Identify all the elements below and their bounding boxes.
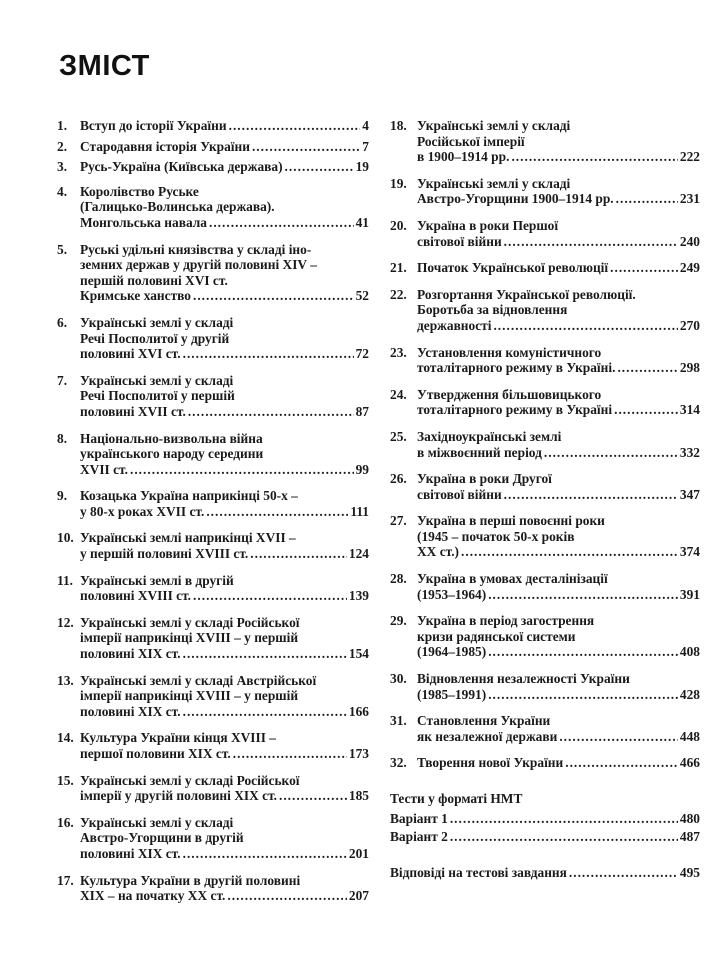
toc-entry-line: земних держав у другій половині XIV – (80, 257, 317, 273)
toc-entry-number: 30. (390, 671, 407, 687)
toc-entry-title (80, 615, 369, 662)
dot-leader (229, 118, 361, 134)
toc-entry[interactable] (57, 373, 369, 420)
toc-entry-title (80, 242, 369, 304)
toc-entry-line-text: імперії у другій половині XIX ст. (80, 788, 277, 804)
toc-entry[interactable] (390, 287, 700, 334)
toc-entry-page: 185 (348, 788, 369, 804)
toc-entry-line: кризи радянської системи (417, 628, 576, 644)
toc-entry-title (80, 773, 369, 804)
toc-entry-line (417, 360, 700, 376)
dot-leader (227, 888, 347, 904)
toc-entry-line: Українські землі у складі (80, 314, 234, 330)
dot-leader (450, 811, 678, 827)
toc-entry-number: 6. (57, 314, 68, 330)
toc-entry[interactable] (390, 513, 700, 560)
dot-leader (209, 215, 354, 231)
dot-leader (188, 404, 354, 420)
test-variant-label: Варіант 2 (390, 829, 448, 845)
dot-leader (233, 746, 347, 762)
toc-entry-line (80, 462, 369, 478)
dot-leader (488, 687, 678, 703)
toc-entry-title (80, 184, 369, 231)
toc-entry-page: 448 (679, 728, 700, 744)
dot-leader (614, 402, 678, 418)
toc-entry[interactable] (57, 431, 369, 478)
toc-entry-title (80, 815, 369, 862)
toc-entry[interactable] (57, 184, 369, 231)
toc-entry-number: 13. (57, 672, 74, 688)
toc-entry-page: 466 (679, 755, 700, 771)
toc-entry-line (80, 588, 369, 604)
toc-entry-line: Руські удільні князівства у складі іно- (80, 241, 312, 257)
toc-entry[interactable] (57, 159, 369, 175)
toc-entry-line: Козацька Україна наприкінці 50-х – (80, 488, 298, 504)
toc-entry[interactable] (390, 387, 700, 418)
toc-entry-number: 15. (57, 772, 74, 788)
test-variant-page: 487 (679, 829, 700, 845)
toc-entry[interactable] (57, 139, 369, 155)
toc-entry[interactable] (390, 176, 700, 207)
toc-entry-page: 87 (355, 403, 369, 419)
toc-entry-line-text: (1964–1985) (417, 644, 487, 660)
toc-entry-number: 27. (390, 513, 407, 529)
toc-entry-line: Культура України кінця XVIII – (80, 730, 276, 746)
test-variant-label: Варіант 1 (390, 810, 448, 826)
toc-entry-title (80, 530, 369, 561)
dot-leader (610, 260, 678, 276)
toc-entry-number: 11. (57, 572, 73, 588)
answers-entry[interactable] (390, 865, 700, 881)
toc-entry-line (80, 215, 369, 231)
toc-entry-page: 240 (679, 233, 700, 249)
toc-entry-page: 231 (679, 191, 700, 207)
toc-entry-line (80, 504, 369, 520)
toc-entry-number: 23. (390, 344, 407, 360)
toc-entry-line-text: Австро-Угорщини 1900–1914 рр. (417, 191, 614, 207)
toc-entry-line: Російської імперії (417, 133, 525, 149)
toc-entry-page: 52 (355, 288, 369, 304)
toc-entry-title (80, 573, 369, 604)
toc-entry-page: 201 (348, 845, 369, 861)
toc-entry-number: 8. (57, 430, 68, 446)
toc-entry-page: 347 (679, 486, 700, 502)
toc-entry-line: Українські землі в другій (80, 572, 234, 588)
toc-entry-line-text: (1953–1964) (417, 586, 487, 602)
toc-entry-line: імперії наприкінці XVIII – у першій (80, 630, 299, 646)
toc-entry-title (80, 730, 369, 761)
dot-leader (488, 644, 678, 660)
toc-entry-line-text: Стародавня історія України (80, 138, 250, 154)
toc-entry-line: Установлення комуністичного (417, 344, 602, 360)
toc-entry-page: 222 (679, 149, 700, 165)
toc-entry-line: Становлення України (417, 713, 551, 729)
toc-entry-line (417, 544, 700, 560)
toc-entry-line (417, 260, 700, 276)
toc-entry-line: Австро-Угорщини в другій (80, 830, 244, 846)
toc-entry-line (80, 159, 369, 175)
toc-entry-title (80, 118, 369, 134)
toc-entry-number: 7. (57, 372, 68, 388)
toc-entry-line: Утвердження більшовицького (417, 386, 602, 402)
toc-entry[interactable] (57, 118, 369, 134)
dot-leader (461, 544, 678, 560)
toc-entry-page: 207 (348, 888, 369, 904)
toc-entry-line-text: половині XIX ст. (80, 845, 181, 861)
toc-entry-line-text: світової війни (417, 233, 502, 249)
toc-entry-line-text: Вступ до історії України (80, 118, 227, 133)
toc-entry-line: Українські землі у складі (80, 814, 234, 830)
toc-entry-line-text: в міжвоєнний період (417, 444, 542, 460)
toc-entry-line-text: тоталітарного режиму в Україні (417, 402, 613, 418)
dot-leader (130, 462, 354, 478)
toc-entry-page: 391 (679, 586, 700, 602)
toc-entry-line (417, 149, 700, 165)
toc-entry-page: 4 (362, 118, 369, 133)
toc-entry[interactable] (390, 345, 700, 376)
toc-entry-page: 374 (679, 544, 700, 560)
dot-leader (504, 234, 678, 250)
toc-entry-line (417, 234, 700, 250)
toc-entry[interactable] (57, 873, 369, 904)
toc-entry[interactable] (390, 260, 700, 276)
toc-entry-number: 28. (390, 571, 407, 587)
toc-entry[interactable] (57, 730, 369, 761)
toc-entry-line (80, 118, 369, 134)
toc-entry-line-text: половині XIX ст. (80, 646, 181, 662)
dot-leader (193, 288, 354, 304)
toc-entry-page: 428 (679, 686, 700, 702)
toc-entry-line: Українські землі у складі (80, 372, 234, 388)
toc-entry-number: 19. (390, 175, 407, 191)
toc-entry-line: (Галицько-Волинська держава). (80, 199, 275, 215)
dot-leader (488, 587, 678, 603)
test-variant-page: 480 (679, 810, 700, 826)
toc-entry-line-text: половині XVII ст. (80, 403, 186, 419)
toc-entry-title (80, 873, 369, 904)
toc-entry-line: Українські землі у складі Російської (80, 614, 300, 630)
toc-entry[interactable] (57, 815, 369, 862)
toc-entry[interactable] (390, 671, 700, 702)
toc-entry-title (417, 713, 700, 744)
toc-entry-line: Українські землі у складі Російської (80, 772, 300, 788)
toc-entry-line-text: XVII ст. (80, 461, 128, 477)
dot-leader (493, 318, 677, 334)
toc-entry-line: Розгортання Української революції. (417, 286, 636, 302)
toc-entry-line-text: тоталітарного режиму в Україні. (417, 360, 616, 376)
toc-entry-line: Західноукраїнські землі (417, 428, 562, 444)
toc-entry-line-text: половині XVI ст. (80, 346, 181, 362)
toc-entry-line: Речі Посполитої у першій (80, 388, 235, 404)
toc-entry-title (417, 118, 700, 165)
toc-entry[interactable] (390, 118, 700, 165)
toc-entry[interactable] (390, 471, 700, 502)
dot-leader (183, 646, 347, 662)
toc-entry[interactable] (57, 615, 369, 662)
toc-entry-line (80, 646, 369, 662)
toc-entry-line: Українські землі у складі (417, 175, 571, 191)
toc-entry-line (80, 888, 369, 904)
toc-entry-line-text: Початок Української революції (417, 260, 609, 276)
toc-entry-page: 41 (355, 214, 369, 230)
answers-line (390, 865, 700, 881)
toc-entry-line: Національно-визвольна війна (80, 430, 263, 446)
toc-entry[interactable] (390, 713, 700, 744)
test-variant-line (390, 829, 700, 845)
toc-entry[interactable] (57, 573, 369, 604)
toc-entry[interactable] (57, 242, 369, 304)
toc-entry-line (417, 729, 700, 745)
test-variant-entry[interactable] (390, 811, 700, 827)
toc-entry-line-text: Творення нової України (417, 755, 564, 771)
dot-leader (183, 346, 354, 362)
dot-leader (511, 149, 677, 165)
toc-entry-title (417, 571, 700, 602)
test-variant-entry[interactable] (390, 829, 700, 845)
toc-entry-number: 1. (57, 118, 68, 133)
dot-leader (250, 546, 347, 562)
toc-entry-title (417, 387, 700, 418)
dot-leader (504, 487, 678, 503)
toc-entry-number: 21. (390, 260, 407, 276)
toc-entry-number: 14. (57, 730, 74, 746)
dot-leader (559, 729, 678, 745)
toc-entry-line: Україна в перші повоєнні роки (417, 513, 605, 529)
toc-entry-line-text: Русь-Україна (Київська держава) (80, 159, 283, 175)
toc-entry-line: Українські землі у складі Австрійської (80, 672, 317, 688)
toc-entry-line (80, 288, 369, 304)
toc-entry-title (80, 373, 369, 420)
dot-leader (544, 445, 678, 461)
toc-entry-number: 24. (390, 386, 407, 402)
toc-entry[interactable] (57, 773, 369, 804)
toc-entry-number: 9. (57, 488, 68, 504)
toc-entry-page: 124 (348, 546, 369, 562)
toc-entry-line (417, 687, 700, 703)
toc-entry-number: 4. (57, 183, 68, 199)
toc-entry-page: 19 (355, 159, 369, 175)
toc-entry-page: 139 (348, 588, 369, 604)
toc-entry[interactable] (390, 571, 700, 602)
toc-entry-line: Україна в умовах десталінізації (417, 571, 608, 587)
toc-entry-line-text: Монгольська навала (80, 214, 207, 230)
toc-entry-line-text: XX ст.) (417, 544, 460, 560)
toc-entry[interactable] (390, 755, 700, 771)
toc-entry-line-text: XIX – на початку XX ст. (80, 888, 226, 904)
toc-entry-page: 249 (679, 260, 700, 276)
toc-entry-line (80, 746, 369, 762)
toc-entry-title (80, 315, 369, 362)
toc-entry[interactable] (390, 613, 700, 660)
toc-entry-page: 7 (362, 138, 369, 154)
dot-leader (206, 504, 348, 520)
toc-entry-line-text: світової війни (417, 486, 502, 502)
toc-entry-number: 12. (57, 614, 74, 630)
dot-leader (183, 846, 347, 862)
toc-entry-line (80, 846, 369, 862)
toc-entry-number: 18. (390, 118, 407, 133)
toc-entry-line-text: (1985–1991) (417, 686, 487, 702)
page-title: ЗМІСТ (59, 50, 150, 82)
test-variant-line (390, 811, 700, 827)
toc-entry-line-text: державності (417, 317, 492, 333)
dot-leader (569, 865, 678, 881)
dot-leader (193, 588, 347, 604)
toc-entry-line: першій половині XVI ст. (80, 272, 228, 288)
toc-entry-number: 3. (57, 159, 68, 175)
toc-entry-title (417, 260, 700, 276)
toc-entry-line (417, 191, 700, 207)
toc-entry-line (417, 318, 700, 334)
toc-entry-number: 26. (390, 471, 407, 487)
toc-entry[interactable] (57, 530, 369, 561)
toc-entry-line: Україна в роки Першої (417, 217, 559, 233)
toc-entry-line: Україна в період загострення (417, 613, 595, 629)
toc-entry-title (417, 471, 700, 502)
toc-entry-line (80, 704, 369, 720)
toc-entry-number: 25. (390, 428, 407, 444)
toc-entry[interactable] (390, 429, 700, 460)
toc-entry[interactable] (57, 673, 369, 720)
toc-entry-line-text: у першій половині XVIII ст. (80, 546, 249, 562)
toc-entry-page: 332 (679, 444, 700, 460)
toc-entry-page: 72 (355, 346, 369, 362)
toc-entry-number: 31. (390, 713, 407, 729)
answers-page: 495 (679, 864, 700, 880)
dot-leader (279, 788, 347, 804)
toc-entry-line: Відновлення незалежності України (417, 671, 630, 687)
toc-entry-title (417, 671, 700, 702)
dot-leader (252, 139, 360, 155)
toc-entry-title (417, 755, 700, 771)
toc-entry-line (417, 402, 700, 418)
dot-leader (183, 704, 347, 720)
toc-entry-line (80, 346, 369, 362)
toc-entry-page: 166 (348, 703, 369, 719)
toc-entry-line: Українські землі наприкінці XVII – (80, 530, 296, 546)
toc-entry-line-text: як незалежної держави (417, 728, 558, 744)
toc-entry-line (417, 587, 700, 603)
dot-leader (565, 755, 678, 771)
toc-entry-title (80, 673, 369, 720)
toc-entry-line (417, 755, 700, 771)
toc-entry-line (417, 487, 700, 503)
toc-entry-page: 408 (679, 644, 700, 660)
toc-left-column (57, 118, 369, 914)
toc-entry-line: Україна в роки Другої (417, 471, 552, 487)
toc-entry[interactable] (57, 315, 369, 362)
toc-entry-line (417, 445, 700, 461)
toc-entry[interactable] (57, 488, 369, 519)
toc-entry-title (80, 431, 369, 478)
toc-entry-line-text: половині XVIII ст. (80, 588, 192, 604)
toc-entry-line-text: у 80-х роках XVII ст. (80, 503, 205, 519)
toc-entry-line: Боротьба за відновлення (417, 302, 568, 318)
toc-entry-page: 111 (350, 503, 369, 519)
toc-entry-line-text: половині XIX ст. (80, 703, 181, 719)
toc-entry-line: Українські землі у складі (417, 118, 571, 133)
toc-entry-title (417, 429, 700, 460)
toc-entry-title (417, 613, 700, 660)
toc-entry-title (417, 176, 700, 207)
dot-leader (285, 159, 354, 175)
dot-leader (616, 191, 678, 207)
toc-entry-page: 314 (679, 402, 700, 418)
toc-entry-page: 270 (679, 317, 700, 333)
toc-entry-line: Королівство Руське (80, 183, 199, 199)
dot-leader (617, 360, 677, 376)
toc-entry-line: Речі Посполитої у другій (80, 330, 230, 346)
toc-entry-number: 5. (57, 241, 68, 257)
toc-entry-number: 32. (390, 755, 407, 771)
toc-entry-title (417, 513, 700, 560)
toc-entry-title (417, 218, 700, 249)
toc-entry-line-text: в 1900–1914 рр. (417, 149, 510, 165)
answers-label: Відповіді на тестові завдання (390, 864, 567, 880)
toc-entry-page: 298 (679, 360, 700, 376)
toc-entry-line-text: Кримське ханство (80, 288, 191, 304)
toc-entry-page: 99 (355, 461, 369, 477)
toc-entry-number: 16. (57, 814, 74, 830)
tests-heading: Тести у форматі НМТ (390, 791, 523, 806)
toc-entry-title (417, 345, 700, 376)
toc-entry-title (80, 159, 369, 175)
toc-entry-number: 29. (390, 613, 407, 629)
toc-entry-number: 2. (57, 138, 68, 154)
toc-entry-line (80, 788, 369, 804)
toc-entry-line (80, 139, 369, 155)
toc-entry-line: Культура України в другій половині (80, 872, 301, 888)
toc-entry-page: 173 (348, 746, 369, 761)
toc-entry-number: 17. (57, 872, 74, 888)
toc-entry-line: (1945 – початок 50-х років (417, 528, 575, 544)
toc-entry-line: імперії наприкінці XVIII – у першій (80, 688, 299, 704)
toc-entry-line (417, 644, 700, 660)
toc-right-column (390, 118, 700, 880)
toc-entry-title (417, 287, 700, 334)
toc-entry-title (80, 488, 369, 519)
toc-entry-number: 10. (57, 530, 74, 546)
toc-entry-page: 154 (348, 646, 369, 662)
toc-entry-title (80, 139, 369, 155)
toc-entry[interactable] (390, 218, 700, 249)
toc-entry-line-text: першої половини XIX ст. (80, 746, 231, 761)
toc-entry-number: 20. (390, 217, 407, 233)
toc-entry-line (80, 404, 369, 420)
toc-entry-number: 22. (390, 286, 407, 302)
dot-leader (450, 829, 678, 845)
toc-entry-line (80, 546, 369, 562)
toc-entry-line: українського народу середини (80, 446, 264, 462)
